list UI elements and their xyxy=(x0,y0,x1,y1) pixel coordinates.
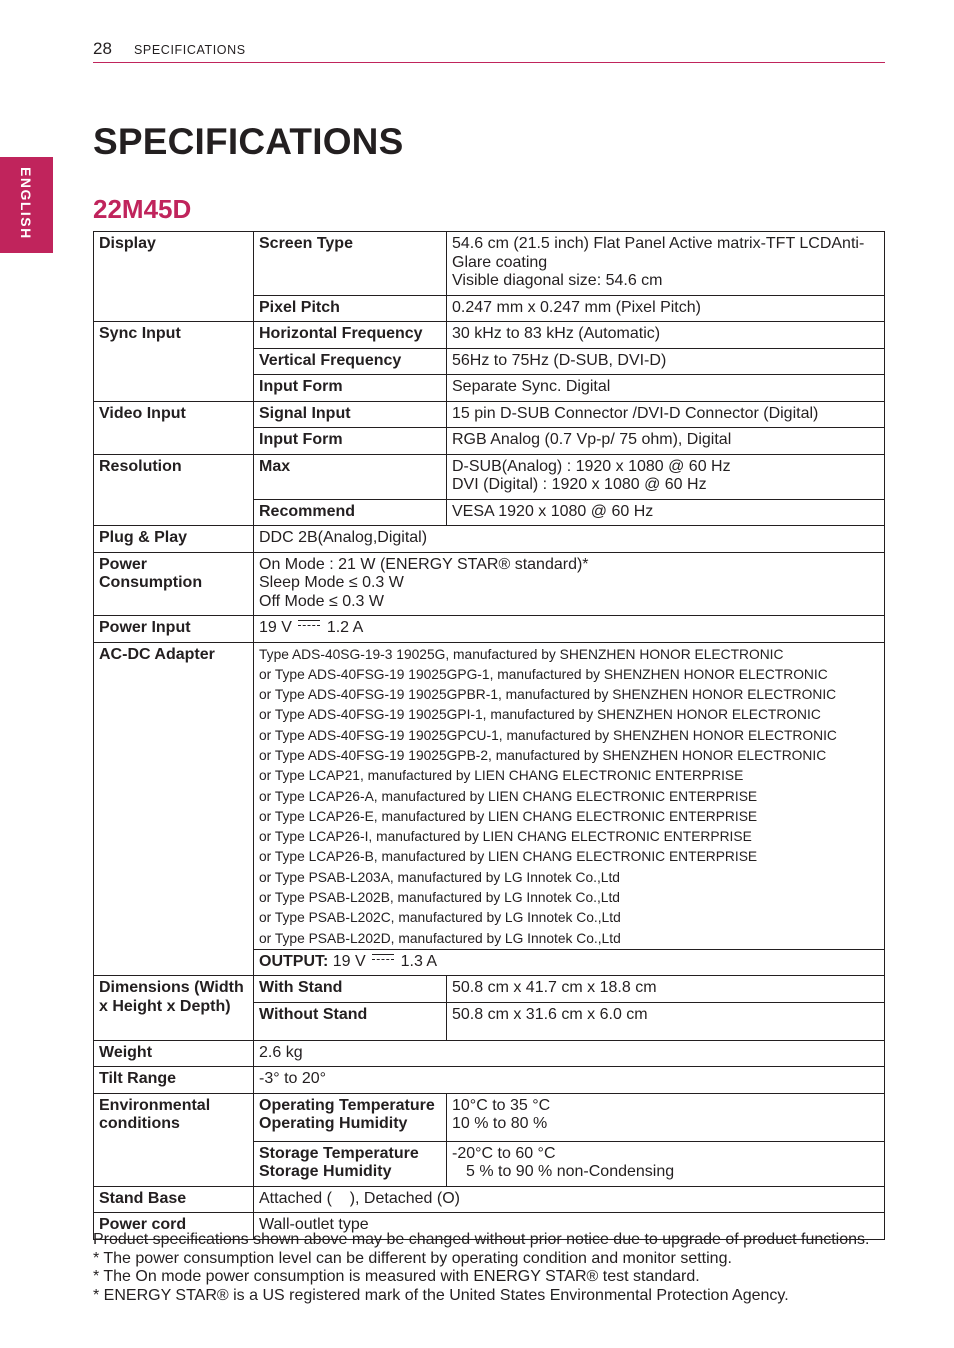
row-label-dimensions: Dimensions (Width x Height x Depth) xyxy=(94,976,254,1041)
key-storage-temperature: Storage Temperature xyxy=(259,1144,419,1162)
value-with-stand: 50.8 cm x 41.7 cm x 18.8 cm xyxy=(447,976,885,1003)
footnote: * The power consumption level can be different by operating condition and monitor setting. xyxy=(93,1249,732,1267)
row-label-weight: Weight xyxy=(94,1040,254,1067)
key-operating-humidity: Operating Humidity xyxy=(259,1115,408,1133)
key-video-input-form: Input Form xyxy=(254,428,447,455)
value-power-cord: Wall-outlet type xyxy=(254,1213,885,1240)
value-power-consumption xyxy=(254,552,885,616)
output-voltage: 19 V xyxy=(332,952,366,970)
dc-symbol-icon xyxy=(298,620,320,631)
voltage: 19 V xyxy=(259,619,292,636)
value-recommend: VESA 1920 x 1080 @ 60 Hz xyxy=(447,499,885,526)
row-label-power-input: Power Input xyxy=(94,616,254,643)
value-plug-play: DDC 2B(Analog,Digital) xyxy=(254,526,885,553)
list-item: or Type ADS-40FSG-19 19025GPCU-1, manufactured by SHENZHEN HONOR ELECTRONIC xyxy=(259,727,837,743)
list-item: or Type PSAB-L202C, manufactured by LG Innotek Co.,Ltd xyxy=(259,910,621,926)
key-signal-input: Signal Input xyxy=(254,401,447,428)
key-storage xyxy=(254,1141,447,1186)
table-row xyxy=(94,1040,885,1067)
row-label-power-consumption: Power Consumption xyxy=(94,552,254,616)
value-max xyxy=(447,454,885,499)
value-tilt: -3° to 20° xyxy=(254,1067,885,1094)
row-label-resolution: Resolution xyxy=(94,454,254,526)
text-line: Visible diagonal size: 54.6 cm xyxy=(452,272,663,289)
list-item: or Type PSAB-L202B, manufactured by LG Innotek Co.,Ltd xyxy=(259,890,620,906)
footnote: * ENERGY STAR® is a US registered mark of the United States Environmental Protection Agency. xyxy=(93,1286,789,1304)
value-storage-temperature: -20°C to 60 °C xyxy=(452,1144,556,1162)
key-screen-type: Screen Type xyxy=(254,232,447,296)
list-item: or Type LCAP21, manufactured by LIEN CHANG ELECTRONIC ENTERPRISE xyxy=(259,768,744,784)
dc-symbol-icon xyxy=(372,954,394,965)
value-operating-temperature: 10°C to 35 °C xyxy=(452,1096,551,1114)
key-input-form: Input Form xyxy=(254,375,447,402)
text-line: 54.6 cm (21.5 inch) Flat Panel Active matrix-TFT LCDAnti- xyxy=(452,235,865,252)
value-without-stand: 50.8 cm x 31.6 cm x 6.0 cm xyxy=(447,1002,885,1040)
page-title: SPECIFICATIONS xyxy=(93,121,404,162)
text-line: Glare coating xyxy=(452,253,548,271)
language-label: ENGLISH xyxy=(18,167,34,240)
value-signal-input: 15 pin D-SUB Connector /DVI-D Connector (Digital) xyxy=(447,401,885,428)
adapter-output xyxy=(254,949,885,976)
footnotes xyxy=(93,1231,883,1305)
language-tab xyxy=(0,157,53,253)
value-storage xyxy=(447,1141,885,1186)
spec-table xyxy=(93,231,885,1240)
current: 1.2 A xyxy=(326,619,364,636)
value-operating xyxy=(447,1093,885,1141)
list-item: or Type LCAP26-B, manufactured by LIEN CHANG ELECTRONIC ENTERPRISE xyxy=(259,849,758,865)
value-operating-humidity: 10 % to 80 % xyxy=(452,1115,548,1133)
key-operating xyxy=(254,1093,447,1141)
output-label: OUTPUT: xyxy=(259,952,329,970)
text-line: On Mode : 21 W (ENERGY STAR® standard)* xyxy=(259,555,589,573)
text-line: D-SUB(Analog) : 1920 x 1080 @ 60 Hz xyxy=(452,457,731,475)
row-label-power-cord: Power cord xyxy=(94,1213,254,1240)
row-label-environment: Environmental conditions xyxy=(94,1093,254,1186)
page-header xyxy=(93,38,885,63)
list-item: or Type ADS-40FSG-19 19025GPI-1, manufactured by SHENZHEN HONOR ELECTRONIC xyxy=(259,707,821,723)
list-item: or Type PSAB-L203A, manufactured by LG Innotek Co.,Ltd xyxy=(259,869,620,885)
key-pixel-pitch: Pixel Pitch xyxy=(254,295,447,322)
row-label-display: Display xyxy=(94,232,254,322)
table-row xyxy=(94,526,885,553)
row-label-tilt: Tilt Range xyxy=(94,1067,254,1094)
value-video-input-form: RGB Analog (0.7 Vp-p/ 75 ohm), Digital xyxy=(447,428,885,455)
value-weight: 2.6 kg xyxy=(254,1040,885,1067)
table-row xyxy=(94,1186,885,1213)
list-item: or Type ADS-40FSG-19 19025GPB-2, manufactured by SHENZHEN HONOR ELECTRONIC xyxy=(259,747,827,763)
value-stand-base: Attached ( ), Detached (O) xyxy=(254,1186,885,1213)
text-line: DVI (Digital) : 1920 x 1080 @ 60 Hz xyxy=(452,476,707,493)
value-screen-type xyxy=(447,232,885,296)
row-label-adapter: AC-DC Adapter xyxy=(94,642,254,976)
value-storage-humidity: 5 % to 90 % non-Condensing xyxy=(466,1163,675,1181)
page-number: 28 xyxy=(93,39,112,58)
table-row xyxy=(94,232,885,296)
table-row xyxy=(94,322,885,349)
key-without-stand: Without Stand xyxy=(254,1002,447,1040)
table-row xyxy=(94,454,885,499)
value-vertical-frequency: 56Hz to 75Hz (D-SUB, DVI-D) xyxy=(447,348,885,375)
value-input-form: Separate Sync. Digital xyxy=(447,375,885,402)
key-with-stand: With Stand xyxy=(254,976,447,1003)
footnote: * The On mode power consumption is measured with ENERGY STAR® test standard. xyxy=(93,1268,700,1286)
table-row xyxy=(94,401,885,428)
table-row xyxy=(94,1067,885,1094)
footnote: Product specifications shown above may be changed without prior notice due to upgrade of product functions. xyxy=(93,1231,870,1248)
list-item: or Type ADS-40FSG-19 19025GPBR-1, manufactured by SHENZHEN HONOR ELECTRONIC xyxy=(259,687,837,703)
table-row xyxy=(94,976,885,1003)
key-operating-temperature: Operating Temperature xyxy=(259,1096,435,1114)
table-row xyxy=(94,1093,885,1141)
key-vertical-frequency: Vertical Frequency xyxy=(254,348,447,375)
output-current: 1.3 A xyxy=(400,952,438,970)
value-power-input xyxy=(254,616,885,643)
key-horizontal-frequency: Horizontal Frequency xyxy=(254,322,447,349)
table-row xyxy=(94,616,885,643)
row-label-stand-base: Stand Base xyxy=(94,1186,254,1213)
row-label-sync-input: Sync Input xyxy=(94,322,254,402)
running-title: SPECIFICATIONS xyxy=(134,43,246,57)
key-max: Max xyxy=(254,454,447,499)
text-line: Off Mode ≤ 0.3 W xyxy=(259,592,384,610)
model-heading: 22M45D xyxy=(93,194,192,224)
text-line: Sleep Mode ≤ 0.3 W xyxy=(259,574,404,591)
row-label-video-input: Video Input xyxy=(94,401,254,454)
table-row xyxy=(94,552,885,616)
list-item: or Type LCAP26-I, manufactured by LIEN CHANG ELECTRONIC ENTERPRISE xyxy=(259,829,752,845)
key-storage-humidity: Storage Humidity xyxy=(259,1163,392,1181)
list-item: or Type ADS-40FSG-19 19025GPG-1, manufactured by SHENZHEN HONOR ELECTRONIC xyxy=(259,666,828,682)
list-item: or Type LCAP26-E, manufactured by LIEN CHANG ELECTRONIC ENTERPRISE xyxy=(259,808,758,824)
value-pixel-pitch: 0.247 mm x 0.247 mm (Pixel Pitch) xyxy=(447,295,885,322)
value-horizontal-frequency: 30 kHz to 83 kHz (Automatic) xyxy=(447,322,885,349)
table-row xyxy=(94,642,885,949)
list-item: or Type PSAB-L202D, manufactured by LG Innotek Co.,Ltd xyxy=(259,930,621,946)
key-recommend: Recommend xyxy=(254,499,447,526)
adapter-type-list xyxy=(254,642,885,949)
list-item: or Type LCAP26-A, manufactured by LIEN CHANG ELECTRONIC ENTERPRISE xyxy=(259,788,758,804)
list-item: Type ADS-40SG-19-3 19025G, manufactured by SHENZHEN HONOR ELECTRONIC xyxy=(259,646,784,662)
row-label-plug-play: Plug & Play xyxy=(94,526,254,553)
